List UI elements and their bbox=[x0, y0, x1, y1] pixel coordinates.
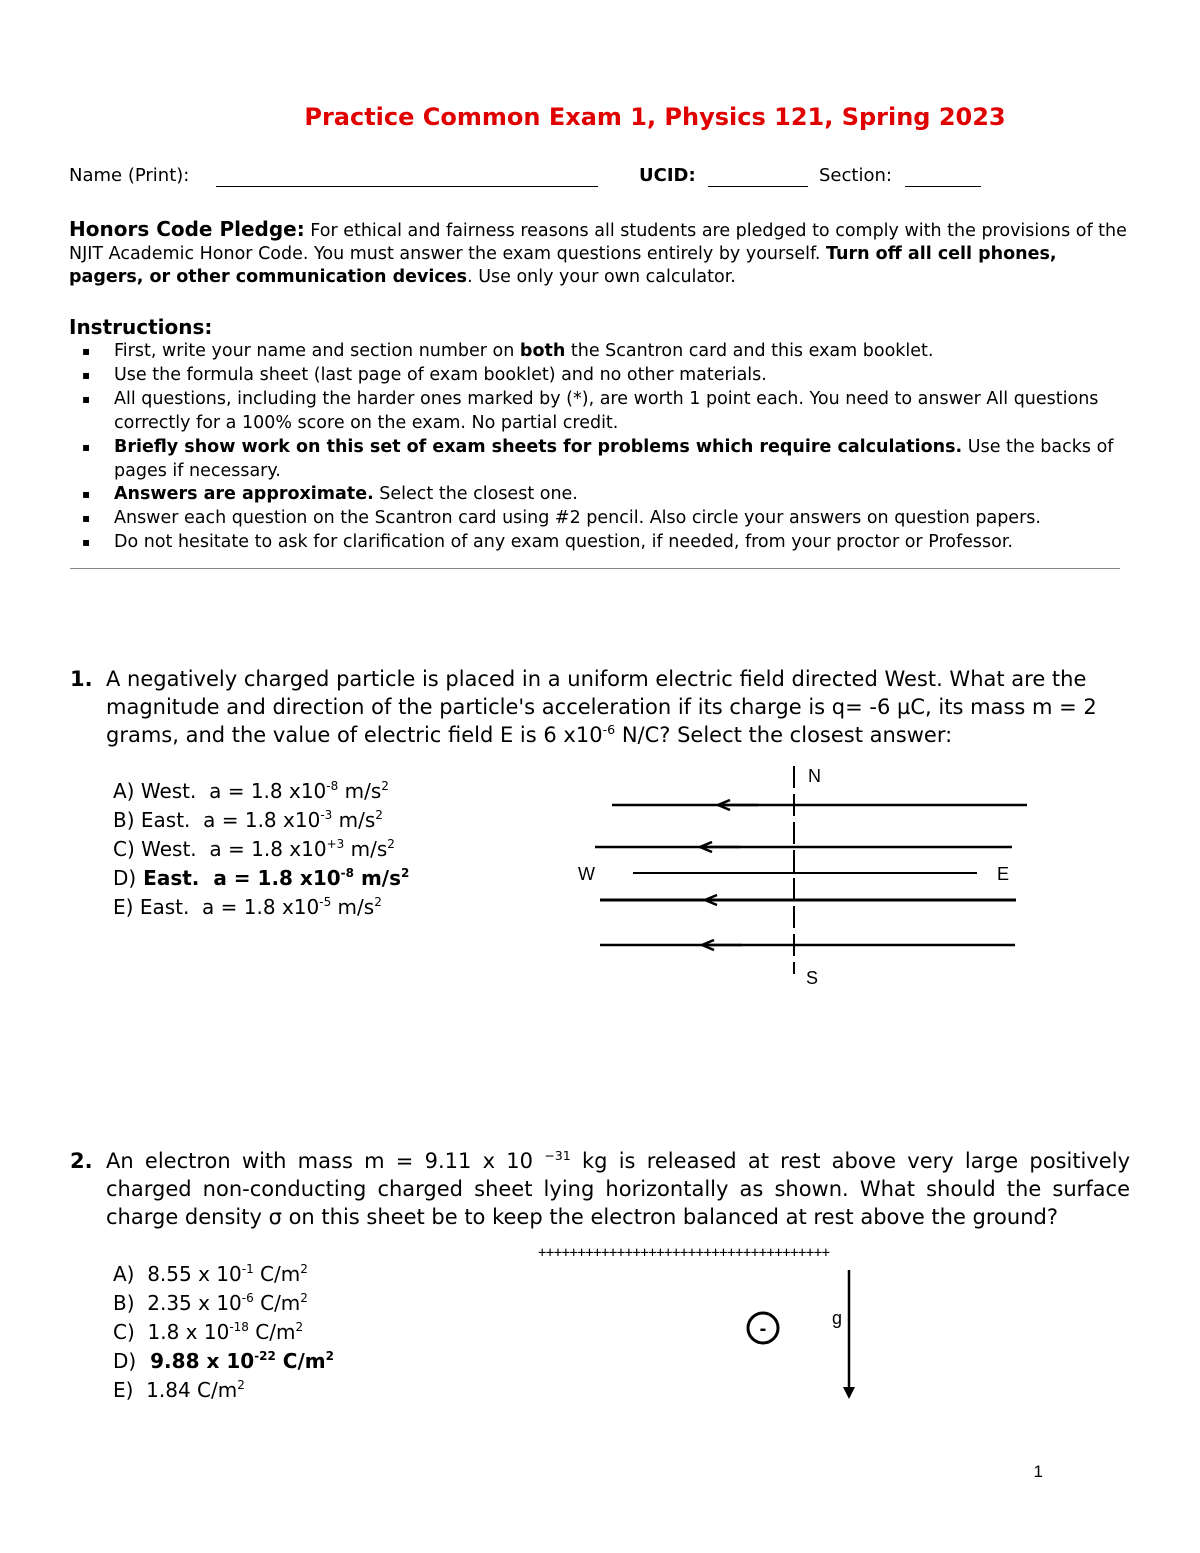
bullet-icon: ▪ bbox=[82, 344, 91, 358]
electric-field-diagram bbox=[560, 760, 1060, 995]
bullet-icon: ▪ bbox=[82, 368, 91, 382]
instruction-text: Use the formula sheet (last page of exam booklet) and no other materials. bbox=[114, 365, 767, 385]
instruction-text: All questions, including the harder ones marked by (*), are worth 1 point each. You need to answer All questions correctly for a 100% score on the exam. No partial credit. bbox=[114, 389, 1099, 433]
question-number: 2. bbox=[70, 1149, 93, 1173]
honors-heading: Honors Code Pledge: bbox=[69, 217, 305, 241]
answer-option[interactable]: E) East. a = 1.8 $x10^{-5}$ $m/s^2$ bbox=[113, 895, 382, 919]
answer-option[interactable]: A) 8.55 x $10^{-1}$ $C/m^2$ bbox=[113, 1262, 308, 1286]
section-divider bbox=[70, 568, 1120, 569]
gravity-label: g bbox=[832, 1308, 843, 1328]
page-title: Practice Common Exam 1, Physics 121, Spring 2023 bbox=[304, 103, 1006, 131]
answer-option[interactable]: C) 1.8 x $10^{-18}$ $C/m^2$ bbox=[113, 1320, 304, 1344]
instructions-heading: Instructions: bbox=[69, 315, 213, 339]
instruction-text: Answer each question on the Scantron card using #2 pencil. Also circle your answers on question papers. bbox=[114, 508, 1041, 528]
positive-sheet: +++++++++++++++++++++++++++++++++++++ bbox=[538, 1245, 830, 1261]
honors-pledge: Honors Code Pledge: For ethical and fairness reasons all students are pledged to comply with the provisions of the NJIT Academic Honor Code. You must answer the exam questions entirely by yourself. Turn off all cell phones, pagers, or other communication devices. Use only your own calculator. bbox=[69, 217, 1127, 287]
answer-option[interactable]: D) 9.88 x $10^{-22}$ $C/m^2$ bbox=[113, 1349, 334, 1373]
instruction-text: Do not hesitate to ask for clarification of any exam question, if needed, from your proctor or Professor. bbox=[114, 532, 1013, 552]
bullet-icon: ▪ bbox=[82, 440, 91, 454]
ucid-field-label: UCID: bbox=[639, 165, 696, 186]
answer-option[interactable]: B) East. a = 1.8 $x10^{-3}$ $m/s^2$ bbox=[113, 808, 383, 832]
instruction-text: First, write your name and section number on both the Scantron card and this exam booklet. bbox=[114, 341, 934, 361]
answer-option[interactable]: E) 1.84 $C/m^2$ bbox=[113, 1378, 245, 1402]
name-field-line[interactable] bbox=[216, 186, 598, 187]
electron-gravity-diagram bbox=[740, 1265, 870, 1405]
ucid-field-line[interactable] bbox=[708, 186, 808, 187]
north-label: N bbox=[808, 766, 821, 786]
page-number: 1 bbox=[1033, 1462, 1043, 1481]
bullet-icon: ▪ bbox=[82, 535, 91, 549]
answer-option[interactable]: C) West. a = 1.8 $x10^{+3}$ $m/s^2$ bbox=[113, 837, 395, 861]
section-field-label: Section: bbox=[819, 165, 892, 186]
question-text: An electron with mass m = 9.11 x 10 $^{-31}$ kg is released at rest above very large positively charged non-conducting charged sheet lying horizontally as shown. What should the surface charge density σ on this sheet be to keep the electron balanced at rest above the ground? bbox=[106, 1147, 1130, 1229]
question-number: 1. bbox=[70, 667, 93, 691]
instruction-text: Answers are approximate. Select the closest one. bbox=[114, 484, 578, 504]
east-label: E bbox=[997, 864, 1010, 884]
answer-option[interactable]: D) East. a = 1.8 $x10^{-8}$ $m/s^2$ bbox=[113, 866, 410, 890]
section-field-line[interactable] bbox=[905, 186, 981, 187]
bullet-icon: ▪ bbox=[82, 511, 91, 525]
answer-option[interactable]: A) West. a = 1.8 $x10^{-8}$ $m/s^2$ bbox=[113, 779, 389, 803]
bullet-icon: ▪ bbox=[82, 392, 91, 406]
west-label: W bbox=[578, 864, 595, 884]
gravity-arrowhead bbox=[843, 1387, 855, 1399]
question-text: A negatively charged particle is placed in a uniform electric field directed West. What are the magnitude and direction of the particle's acceleration if its charge is q= -6 µC, its mass m = 2 grams, and the value of electric field E is 6 $x10^{-6}$ N/C? Select the closest answer: bbox=[106, 667, 1097, 747]
answer-option[interactable]: B) 2.35 x $10^{-6}$ $C/m^2$ bbox=[113, 1291, 308, 1315]
bullet-icon: ▪ bbox=[82, 487, 91, 501]
south-label: S bbox=[806, 968, 819, 988]
name-field-label: Name (Print): bbox=[69, 165, 190, 186]
instruction-text: Briefly show work on this set of exam sheets for problems which require calculations. Use the backs of pages if necessary. bbox=[114, 437, 1114, 481]
electron-sign: - bbox=[759, 1318, 767, 1340]
